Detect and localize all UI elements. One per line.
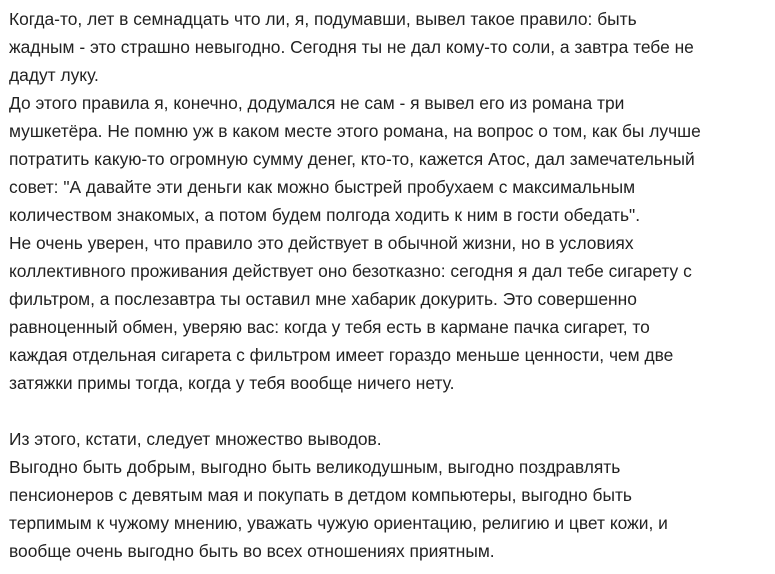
article-text [9,5,771,565]
text-line: фильтром, а послезавтра ты оставил мне хабарик докурить. Это совершенно [9,289,637,309]
paragraph-spacer [9,397,771,425]
text-line: потратить какую-то огромную сумму денег, кто-то, кажется Атос, дал замечательный [9,149,695,169]
text-line: жадным - это страшно невыгодно. Сегодня ты не дал кому-то соли, а завтра тебе не [9,37,694,57]
paragraph [9,89,771,229]
text-line: дадут луку. [9,65,99,85]
text-line: мушкетёра. Не помню уж в каком месте этого романа, на вопрос о том, как бы лучше [9,121,701,141]
text-line: пенсионеров с девятым мая и покупать в детдом компьютеры, выгодно быть [9,485,632,505]
text-line: количеством знакомых, а потом будем полгода ходить к ним в гости обедать". [9,205,641,225]
paragraph [9,425,771,453]
text-line: затяжки примы тогда, когда у тебя вообще ничего нету. [9,373,455,393]
text-line: Из этого, кстати, следует множество выводов. [9,429,382,449]
text-line: вообще очень выгодно быть во всех отношениях приятным. [9,541,495,561]
paragraph [9,5,771,89]
text-line: коллективного проживания действует оно безотказно: сегодня я дал тебе сигарету с [9,261,692,281]
text-line: Выгодно быть добрым, выгодно быть великодушным, выгодно поздравлять [9,457,621,477]
paragraph [9,229,771,397]
text-line: терпимым к чужому мнению, уважать чужую ориентацию, религию и цвет кожи, и [9,513,668,533]
text-line: Когда-то, лет в семнадцать что ли, я, подумавши, вывел такое правило: быть [9,9,637,29]
text-line: Не очень уверен, что правило это действует в обычной жизни, но в условиях [9,233,634,253]
text-line: До этого правила я, конечно, додумался не сам - я вывел его из романа три [9,93,625,113]
text-line: совет: "А давайте эти деньги как можно быстрей пробухаем с максимальным [9,177,636,197]
text-line: каждая отдельная сигарета с фильтром имеет гораздо меньше ценности, чем две [9,345,674,365]
text-line: равноценный обмен, уверяю вас: когда у тебя есть в кармане пачка сигарет, то [9,317,650,337]
paragraph [9,453,771,565]
